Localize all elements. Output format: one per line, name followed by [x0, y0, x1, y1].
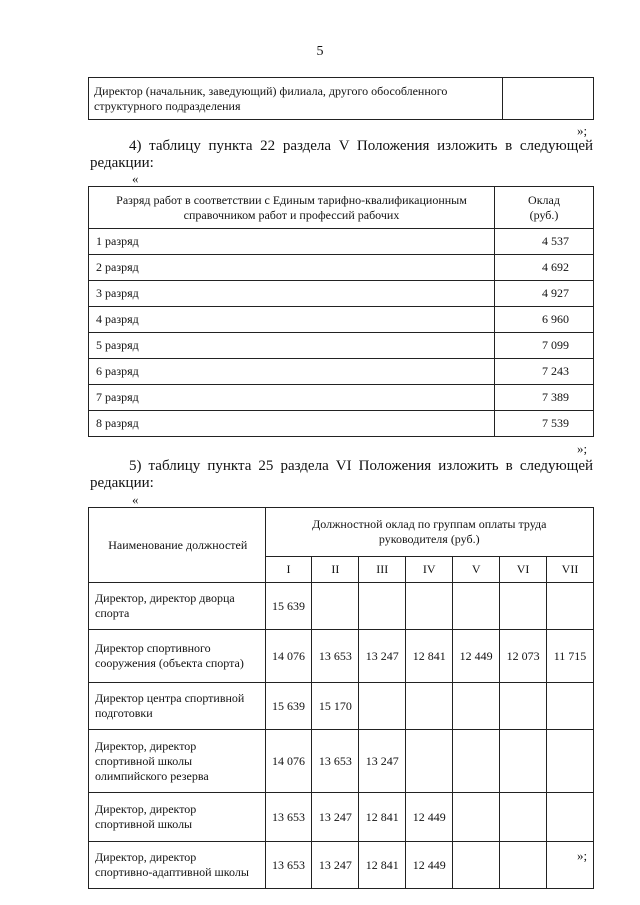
salary-cell	[500, 793, 547, 842]
header-line: Должностной оклад по группам оплаты труда	[312, 517, 547, 531]
position-name-line: спортивной школы	[95, 753, 193, 768]
salary-cell: 13 247	[359, 630, 406, 683]
grade-cell: 1 разряд	[89, 229, 495, 255]
salary-cell	[500, 730, 547, 793]
closing-quote-mark: »;	[577, 848, 588, 863]
salary-cell	[359, 683, 406, 730]
closing-quote-mark: »;	[577, 123, 588, 138]
salary-cell: 14 076	[265, 730, 312, 793]
salary-cell: 11 715	[547, 630, 594, 683]
grade-cell: 8 разряд	[89, 411, 495, 437]
position-name-line: Директор, директор	[95, 802, 197, 816]
position-name-cell	[89, 683, 266, 730]
position-name-cell	[89, 583, 266, 630]
salary-cell	[406, 683, 453, 730]
salary-cell	[406, 583, 453, 630]
position-name-line: спорта	[95, 606, 130, 620]
paragraph-line: редакции:	[90, 155, 154, 171]
salary-cell: 13 653	[312, 630, 359, 683]
table-row	[89, 281, 594, 307]
paragraph-5	[90, 458, 593, 492]
salary-cell	[453, 683, 500, 730]
salary-cell	[500, 683, 547, 730]
salary-cell: 13 653	[265, 842, 312, 889]
position-name-line: Директор, директор	[95, 738, 197, 753]
grades-table	[88, 186, 594, 437]
table-cell	[503, 78, 594, 120]
salary-cell: 12 841	[359, 842, 406, 889]
header-cell	[495, 187, 594, 229]
table-row	[89, 411, 594, 437]
top-table	[88, 77, 594, 120]
grade-cell: 5 разряд	[89, 333, 495, 359]
position-name-cell	[89, 793, 266, 842]
table-row	[89, 793, 594, 842]
grade-cell: 4 разряд	[89, 307, 495, 333]
table-cell	[89, 78, 503, 120]
page-number: 5	[316, 44, 324, 59]
salary-cell: 12 449	[406, 793, 453, 842]
position-name-cell	[89, 842, 266, 889]
salary-cell: 15 170	[312, 683, 359, 730]
salary-cell: 12 449	[406, 842, 453, 889]
table-row	[89, 730, 594, 793]
position-name-line: Директор спортивного	[95, 641, 211, 655]
salary-cell: 6 960	[495, 307, 594, 333]
grade-cell: 3 разряд	[89, 281, 495, 307]
salary-cell	[453, 730, 500, 793]
table-row	[89, 842, 594, 889]
table-row	[89, 307, 594, 333]
salary-cell: 4 537	[495, 229, 594, 255]
header-line: (руб.)	[529, 207, 559, 222]
salary-cell: 12 841	[359, 793, 406, 842]
grade-cell: 7 разряд	[89, 385, 495, 411]
table-row	[89, 78, 594, 120]
salary-cell: 12 841	[406, 630, 453, 683]
salary-cell: 13 247	[312, 793, 359, 842]
table-row	[89, 255, 594, 281]
position-line: Директор (начальник, заведующий) филиала, другого обособленного	[94, 84, 448, 98]
table-row	[89, 333, 594, 359]
group-header-cell: III	[359, 557, 406, 583]
salary-cell	[547, 730, 594, 793]
position-name-line: сооружения (объекта спорта)	[95, 656, 244, 670]
header-cell	[265, 508, 594, 557]
salary-cell: 7 389	[495, 385, 594, 411]
salary-cell: 12 073	[500, 630, 547, 683]
header-line: Разряд работ в соответствии с Единым тарифно-квалификационным	[116, 192, 467, 207]
paragraph-4	[90, 138, 593, 172]
salary-cell: 15 639	[265, 683, 312, 730]
paragraph-line: редакции:	[90, 475, 154, 491]
position-name-line: спортивной школы	[95, 817, 193, 831]
table-row	[89, 229, 594, 255]
group-header-cell: IV	[406, 557, 453, 583]
position-name-line: спортивно-адаптивной школы	[95, 865, 249, 879]
position-name-cell	[89, 730, 266, 793]
salary-cell	[453, 842, 500, 889]
salary-cell	[406, 730, 453, 793]
table-row	[89, 683, 594, 730]
salary-cell	[359, 583, 406, 630]
salary-cell: 7 243	[495, 359, 594, 385]
position-name-line: Директор, директор дворца	[95, 591, 235, 605]
table-row	[89, 385, 594, 411]
position-line: структурного подразделения	[94, 99, 241, 113]
header-cell: Наименование должностей	[89, 508, 266, 583]
salary-cell: 13 247	[312, 842, 359, 889]
salary-cell: 13 247	[359, 730, 406, 793]
position-name-line: подготовки	[95, 706, 153, 720]
salary-cell: 7 099	[495, 333, 594, 359]
salary-cell	[547, 683, 594, 730]
grade-cell: 2 разряд	[89, 255, 495, 281]
position-name-line: олимпийского резерва	[95, 768, 209, 783]
salary-cell: 12 449	[453, 630, 500, 683]
group-header-cell: II	[312, 557, 359, 583]
salary-cell	[547, 793, 594, 842]
salary-cell	[453, 793, 500, 842]
table-row	[89, 359, 594, 385]
salary-cell: 13 653	[265, 793, 312, 842]
table-header-row	[89, 187, 594, 229]
opening-quote-mark: «	[132, 171, 139, 186]
position-name-line: Директор, директор	[95, 850, 197, 864]
salary-cell: 14 076	[265, 630, 312, 683]
salary-cell: 13 653	[312, 730, 359, 793]
salary-cell	[547, 583, 594, 630]
closing-quote-mark: »;	[577, 441, 588, 456]
paragraph-line: 4) таблицу пункта 22 раздела V Положения изложить в следующей	[129, 138, 593, 154]
salary-cell: 7 539	[495, 411, 594, 437]
salary-cell	[500, 842, 547, 889]
table-row	[89, 630, 594, 683]
positions-table	[88, 507, 594, 889]
position-name-line: Директор центра спортивной	[95, 691, 245, 705]
group-header-cell: VII	[547, 557, 594, 583]
header-line: Оклад	[528, 192, 560, 207]
group-header-cell: I	[265, 557, 312, 583]
salary-cell: 4 927	[495, 281, 594, 307]
header-line: справочником работ и профессий рабочих	[183, 207, 400, 222]
table-row	[89, 583, 594, 630]
grade-cell: 6 разряд	[89, 359, 495, 385]
group-header-cell: VI	[500, 557, 547, 583]
header-cell	[89, 187, 495, 229]
salary-cell	[500, 583, 547, 630]
position-name-cell	[89, 630, 266, 683]
salary-cell	[312, 583, 359, 630]
paragraph-line: 5) таблицу пункта 25 раздела VI Положения изложить в следующей	[129, 458, 593, 474]
header-line: руководителя (руб.)	[378, 532, 480, 546]
salary-cell: 4 692	[495, 255, 594, 281]
group-header-cell: V	[453, 557, 500, 583]
opening-quote-mark: «	[132, 492, 139, 507]
salary-cell: 15 639	[265, 583, 312, 630]
salary-cell	[453, 583, 500, 630]
table-header-row	[89, 508, 594, 557]
